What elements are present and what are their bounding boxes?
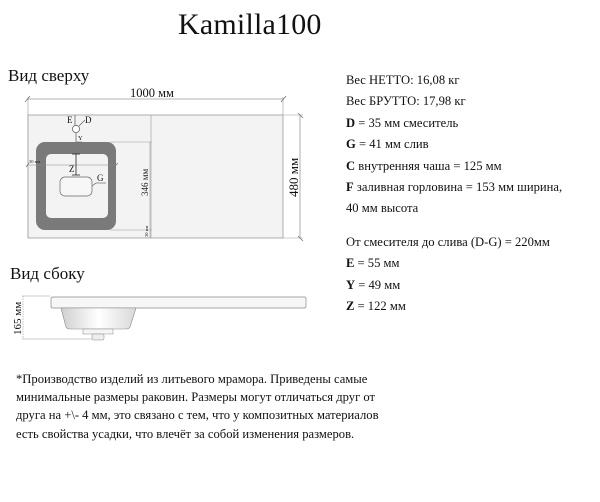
drain-pipe-side	[92, 334, 104, 340]
marker-G: G	[97, 173, 104, 183]
drain-side	[83, 329, 113, 334]
countertop-side	[51, 297, 306, 308]
faucet-hole	[72, 125, 79, 132]
marker-E: E	[67, 115, 73, 125]
gross-weight: Вес БРУТТО: 17,98 кг	[346, 94, 466, 109]
product-title: Kamilla100	[178, 8, 322, 41]
footnote: *Производство изделий из литьевого мрамора. Приведены самые минимальные размеры раковин. Размеры могут отличаться друг от друга на +\- 4 мм, это связано с тем, что у композитных материалов есть свойства усадки, что влечёт за собой изменения размеров.	[16, 372, 379, 441]
spec-F-continuation: 40 мм высота	[346, 201, 419, 216]
spec-Y: Y = 49 мм	[346, 277, 401, 292]
specifications	[346, 70, 562, 317]
spec-Z: Z = 122 мм	[346, 299, 406, 314]
faucet-drain-distance: От смесителя до слива (D-G) = 220мм	[346, 234, 550, 249]
spec-C: C внутренняя чаша = 125 мм	[346, 158, 502, 173]
drain-outline	[60, 177, 92, 196]
spec-E: E = 55 мм	[346, 256, 400, 271]
edge-bottom-dimension: 30 мм	[144, 225, 149, 237]
spec-D: D = 35 мм смеситель	[346, 115, 459, 130]
top-view-label: Вид сверху	[8, 66, 90, 85]
spec-G: G = 41 мм слив	[346, 137, 429, 152]
side-height-dimension: 165 мм	[12, 301, 24, 335]
net-weight: Вес НЕТТО: 16,08 кг	[346, 73, 460, 87]
edge-left-dimension: 30 мм	[29, 159, 41, 164]
bowl-side	[61, 308, 136, 329]
side-view-label: Вид сбоку	[10, 264, 85, 283]
spec-F: F заливная горловина = 153 мм ширина,	[346, 180, 563, 195]
height-dimension: 480 мм	[286, 157, 301, 197]
bowl-dimension: 346 мм	[140, 168, 150, 196]
marker-D: D	[85, 115, 92, 125]
width-dimension: 1000 мм	[130, 86, 174, 100]
marker-Z: Z	[69, 164, 75, 174]
marker-Y: Y	[78, 135, 83, 142]
